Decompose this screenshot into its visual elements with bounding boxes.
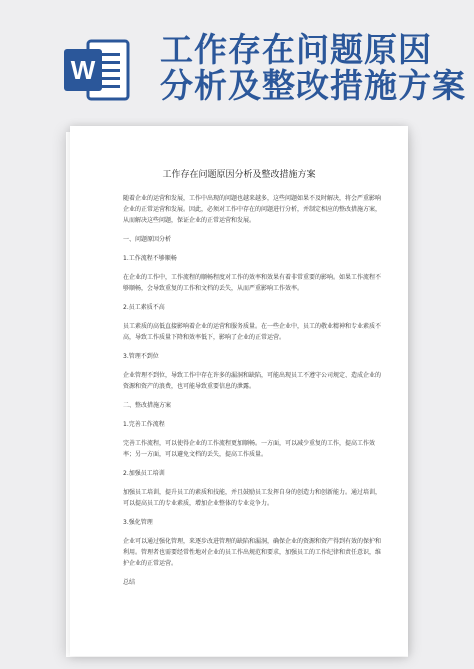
section-1-paragraph-1: 在企业的工作中，工作流程的顺畅程度对工作的效率和效果有着非常重要的影响。如果工作流程不够顺畅，会导致重复的工作和文档的丢失，从而严重影响工作效率。 [123, 274, 382, 292]
section-1-subheading-2: 2.员工素质不高 [123, 304, 165, 311]
section-2-subheading-1: 1.完善工作流程 [123, 421, 165, 428]
section-1-paragraph-2: 员工素质的高低直接影响着企业的运营和服务质量。在一些企业中，员工的敬业精神和专业素质不高，导致工作质量下降和效率低下，影响了企业的正常运营。 [123, 323, 382, 341]
svg-text:W: W [70, 55, 96, 85]
section-2-heading: 二、整改措施方案 [123, 402, 172, 409]
section-2-subheading-2: 2.加强员工培训 [123, 470, 165, 477]
section-1-heading: 一、问题原因分析 [123, 236, 172, 243]
section-2-paragraph-1: 完善工作流程，可以使得企业的工作流程更加顺畅。一方面，可以减少重复的工作，提高工作效率；另一方面，可以避免文档的丢失，提高工作质量。 [123, 440, 376, 458]
section-2-subheading-3: 3.强化管理 [123, 519, 153, 526]
section-2-paragraph-2: 加强员工培训，提升员工的素质和技能，并且鼓励员工发挥自身的创造力和创新能力。通过培训，可以提高员工的专业素质，增加企业整体的专业竞争力。 [123, 489, 382, 507]
banner-title-line-1: 工作存在问题原因 [160, 30, 432, 69]
section-2-paragraph-3: 企业可以通过强化管理，来逐步改进管理的缺陷和漏洞，确保企业的资源和资产得到有效的保护和利用。管理者也需要经常性地对企业的员工作出规范和要求，加强员工的工作纪律和责任意识，维护企业的正常运营。 [123, 538, 382, 567]
document-title: 工作存在问题原因分析及整改措施方案 [162, 170, 316, 180]
banner-title-line-2: 分析及整改措施方案 [160, 66, 466, 105]
document-page [70, 126, 408, 656]
document-body [123, 193, 383, 588]
section-1-paragraph-3: 企业管理不到位，导致工作中存在许多的漏洞和缺陷，可能出现员工不遵守公司规定、造成企业的资源和资产的浪费，也可能导致重要信息的泄露。 [123, 372, 382, 390]
header-banner [0, 0, 474, 120]
intro-paragraph: 随着企业的运营和发展，工作中出现的问题也越来越多，这些问题如果不及时解决，将会严重影响企业的正常运营和发展。因此，必须对工作中存在的问题进行分析，并制定相应的整改措施方案，从而解决这些问题，保证企业的正常运营和发展。 [123, 195, 382, 224]
section-1-subheading-1: 1.工作流程不够顺畅 [123, 255, 177, 262]
conclusion-heading: 总结 [123, 579, 136, 586]
section-1-subheading-3: 3.管理不到位 [123, 353, 159, 360]
word-icon [62, 35, 132, 105]
